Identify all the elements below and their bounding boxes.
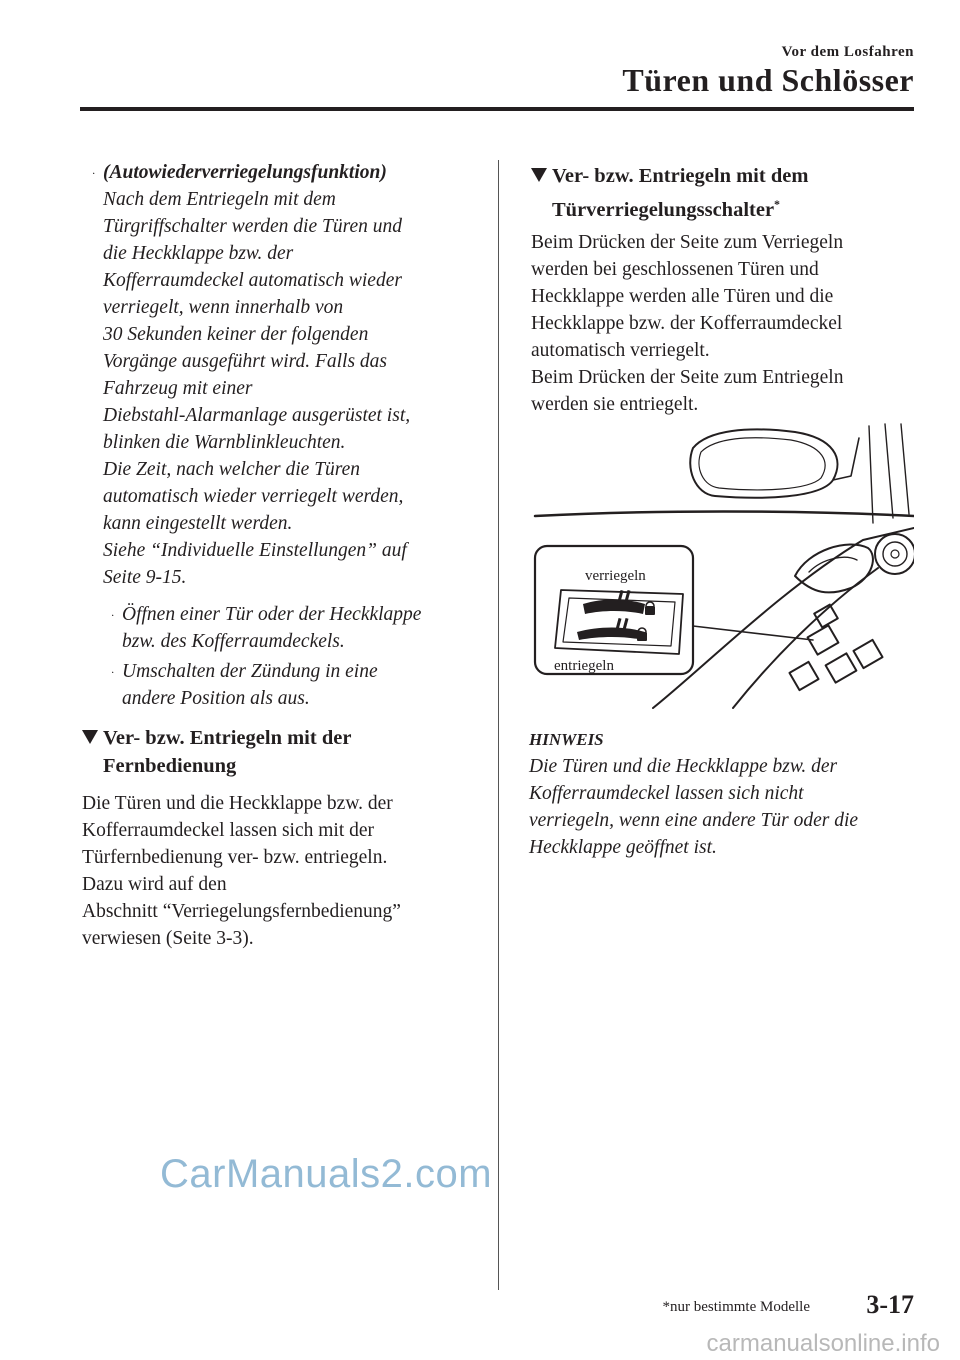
note-line: verriegeln, wenn eine andere Tür oder die [529,810,859,831]
section-heading: Ver- bzw. Entriegeln mit der [103,727,352,749]
subitem [111,601,492,655]
text-line: Vorgänge ausgeführt wird. Falls das [103,351,388,372]
subitem-line: bzw. des Kofferraumdeckels. [122,631,345,652]
text-line: automatisch wieder verriegelt werden, [103,486,404,507]
text-line: Fahrzeug mit einer [103,378,253,399]
header-rule [80,107,914,111]
note-line: Kofferraumdeckel lassen sich nicht [529,783,804,804]
section-heading [531,190,921,224]
text-line: die Heckklappe bzw. der [103,243,294,264]
chapter-title: Vor dem Losfahren [781,44,914,60]
text-line: Beim Drücken der Seite zum Entriegeln [531,367,844,388]
unlock-label: entriegeln [554,658,614,674]
text-line: Heckklappe werden alle Türen und die [531,286,834,307]
text-line: Kofferraumdeckel automatisch wieder [103,270,402,291]
text-line: Nach dem Entriegeln mit dem [103,189,336,210]
page-number: 3-17 [866,1290,914,1319]
text-line: Die Türen und die Heckklappe bzw. der [82,793,393,814]
text-line: 30 Sekunden keiner der folgenden [103,324,369,345]
subitem-line: Öffnen einer Tür oder der Heckklappe [122,604,422,625]
remote-section [82,724,492,780]
text-line: Seite 9-15. [103,567,187,588]
door-switch-section [531,162,921,224]
subitem-line: andere Position als aus. [122,688,310,709]
text-line: verwiesen (Seite 3-3). [82,928,254,949]
text-line: Dazu wird auf den [82,874,227,895]
door-switch-body [531,229,915,418]
watermark-corner: carmanualsonline.info [706,1330,940,1357]
section-heading-text: Türverriegelungsschalter [552,198,775,221]
footnote-mark: * [774,197,781,211]
remote-section-body [82,790,492,952]
text-line: Heckklappe bzw. der Kofferraumdeckel [531,313,843,334]
text-line: Türgriffschalter werden die Türen und [103,216,402,237]
text-line: Siehe “Individuelle Einstellungen” auf [103,540,407,561]
text-line: werden bei geschlossenen Türen und [531,259,819,280]
note-title: HINWEIS [529,730,604,749]
text-line: Türfernbedienung ver- bzw. entriegeln. [82,847,388,868]
text-line: kann eingestellt werden. [103,513,293,534]
text-line: Beim Drücken der Seite zum Verriegeln [531,232,844,253]
column-divider [498,160,499,1290]
note-box [529,726,913,861]
item-title: (Autowiederverriegelungsfunktion) [103,162,387,183]
page-title: Türen und Schlösser [622,62,914,98]
note-line: Die Türen und die Heckklappe bzw. der [529,756,838,777]
bullet: · [92,166,95,180]
text-line: Die Zeit, nach welcher die Türen [103,459,361,480]
text-line: Kofferraumdeckel lassen sich mit der [82,820,375,841]
bullet: · [111,665,114,679]
text-line: verriegelt, wenn innerhalb von [103,297,344,318]
section-triangle-icon [531,168,547,182]
text-line: Abschnitt “Verriegelungsfernbedienung” [82,901,401,922]
bullet: · [111,608,114,622]
subitem-line: Umschalten der Zündung in eine [122,661,378,682]
note-line: Heckklappe geöffnet ist. [529,837,717,858]
text-line: automatisch verriegelt. [531,340,710,361]
watermark: CarManuals2.com [160,1152,493,1196]
footnote: *nur bestimmte Modelle [662,1299,810,1315]
section-heading: Ver- bzw. Entriegeln mit dem [552,165,809,187]
text-line: blinken die Warnblinkleuchten. [103,432,346,453]
subitem [111,658,492,712]
section-triangle-icon [82,730,98,744]
auto-relock-item [92,159,493,591]
subitem-list [111,601,492,712]
text-line: werden sie entriegelt. [531,394,699,415]
lock-label: verriegeln [585,568,646,584]
door-lock-switch-illustration [533,418,914,712]
text-line: Diebstahl-Alarmanlage ausgerüstet ist, [103,405,411,426]
section-heading: Fernbedienung [103,755,237,777]
